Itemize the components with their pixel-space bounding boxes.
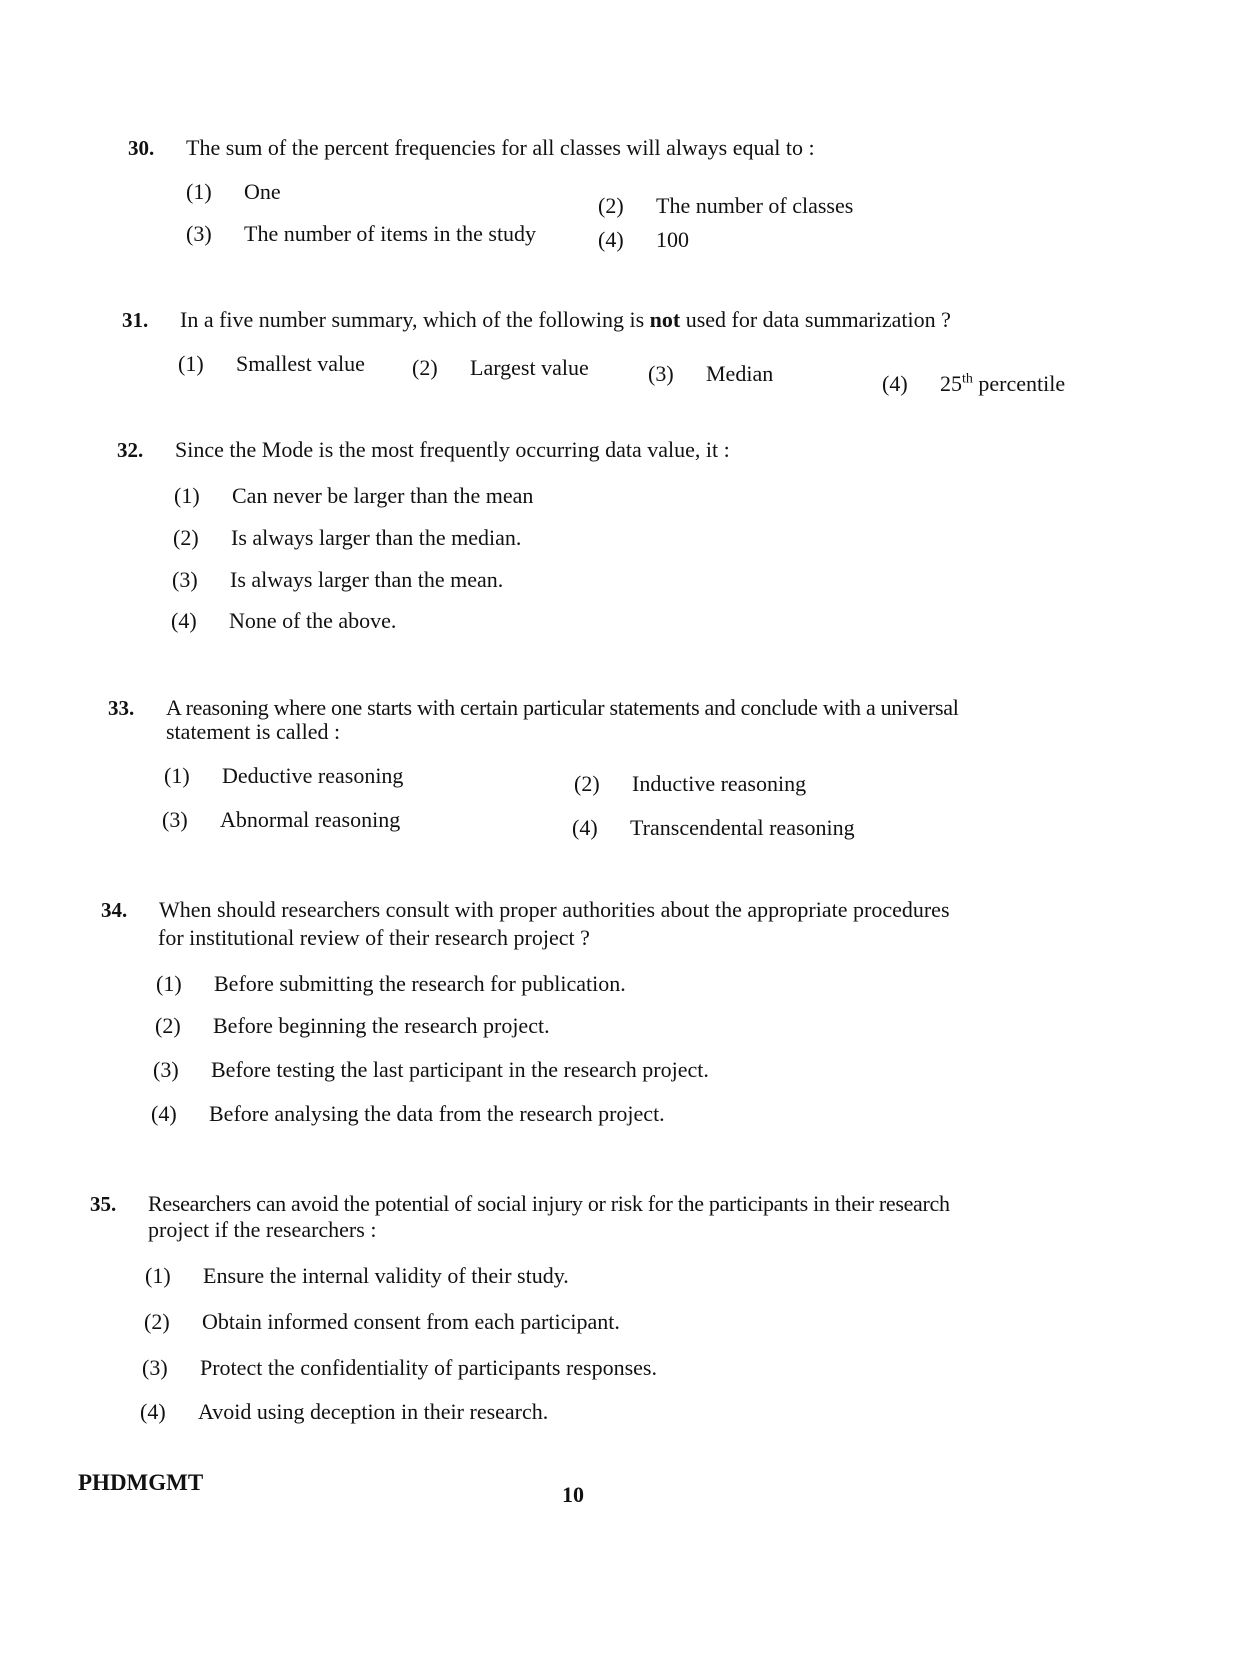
option-1 [164,762,403,790]
question-32 [117,436,1117,636]
option-number: (3) [172,567,198,592]
option-label: Obtain informed consent from each participant. [202,1309,620,1334]
option-label: Deductive reasoning [222,763,404,788]
option-4 [572,814,855,842]
option-2 [144,1308,620,1336]
option-3 [162,806,400,834]
option-label: The number of classes [656,193,854,218]
option-4 [171,607,396,635]
option-label: Is always larger than the mean. [230,567,504,592]
paper-code: PHDMGMT [78,1470,204,1495]
option-3 [186,220,536,248]
option-number: (1) [186,179,212,204]
question-text-line-2: project if the researchers : [148,1217,377,1242]
option-label: Before submitting the research for publication. [214,971,626,996]
option-4 [882,366,1065,398]
option-number: (2) [574,771,600,796]
option-1 [186,178,281,206]
option-label: One [244,179,281,204]
option-label: Before beginning the research project. [213,1013,550,1038]
option-label: Inductive reasoning [632,771,807,796]
option-number: (4) [151,1101,177,1126]
question-31 [122,306,1122,396]
option-3 [142,1354,657,1382]
option-label: Smallest value [236,351,365,376]
question-text-line-2: for institutional review of their research project ? [158,925,590,950]
option-number: (4) [171,608,197,633]
option-label: Avoid using deception in their research. [198,1399,549,1424]
option-number: (2) [598,193,624,218]
option-label: Transcendental reasoning [630,815,855,840]
option-number: (2) [412,355,438,380]
question-34 [101,896,1141,1146]
question-text-line-2: statement is called : [166,719,341,744]
option-number: (3) [162,807,188,832]
option-label: Ensure the internal validity of their study. [203,1263,569,1288]
option-number: (1) [174,483,200,508]
option-label: 100 [656,227,689,252]
option-label: Abnormal reasoning [220,807,401,832]
option-label: Is always larger than the median. [231,525,522,550]
question-number: 33. [108,696,135,720]
option-2 [598,192,853,220]
question-text-line-1: A reasoning where one starts with certain particular statements and conclude with a universal [166,695,959,720]
option-1 [145,1262,569,1290]
option-number: (2) [173,525,199,550]
option-number: (2) [144,1309,170,1334]
option-label: The number of items in the study [244,221,537,246]
option-2 [412,354,589,382]
option-2 [574,770,806,798]
question-number: 31. [122,308,149,332]
option-label: 25th percentile [940,371,1066,397]
question-number: 34. [101,898,128,922]
option-label: Protect the confidentiality of participants responses. [200,1355,657,1380]
option-1 [156,970,626,998]
question-number: 35. [90,1192,117,1216]
option-2 [155,1012,550,1040]
option-4 [598,226,689,254]
option-number: (4) [598,227,624,252]
question-text: The sum of the percent frequencies for all classes will always equal to : [186,135,815,160]
option-number: (3) [142,1355,168,1380]
question-33 [108,694,1138,854]
option-3 [648,360,773,388]
page-number: 10 [562,1482,584,1507]
option-label: Can never be larger than the mean [232,483,534,508]
option-number: (3) [186,221,212,246]
option-2 [173,524,521,552]
option-4 [140,1398,548,1426]
option-number: (3) [153,1057,179,1082]
option-number: (2) [155,1013,181,1038]
option-label: None of the above. [229,608,397,633]
option-number: (4) [882,371,908,397]
question-text-line-1: Researchers can avoid the potential of social injury or risk for the participants in their research [148,1191,950,1216]
option-number: (1) [164,763,190,788]
question-text: In a five number summary, which of the following is not used for data summarization ? [180,307,951,332]
question-text: Since the Mode is the most frequently occurring data value, it : [175,437,730,462]
option-number: (4) [572,815,598,840]
option-3 [153,1056,709,1084]
option-label: Before testing the last participant in the research project. [211,1057,709,1082]
question-35 [90,1190,1140,1450]
question-number: 32. [117,438,144,462]
emphasis-not: not [649,307,681,332]
option-label: Largest value [470,355,589,380]
question-text-line-1: When should researchers consult with proper authorities about the appropriate procedures [159,897,950,922]
option-number: (1) [178,351,204,376]
option-3 [172,566,503,594]
option-1 [178,350,365,378]
question-number: 30. [128,136,155,160]
option-1 [174,482,533,510]
question-30 [128,134,1128,264]
option-label: Median [706,361,774,386]
option-number: (4) [140,1399,166,1424]
option-label: Before analysing the data from the research project. [209,1101,665,1126]
option-4 [151,1100,665,1128]
option-number: (1) [145,1263,171,1288]
option-number: (1) [156,971,182,996]
option-number: (3) [648,361,674,386]
